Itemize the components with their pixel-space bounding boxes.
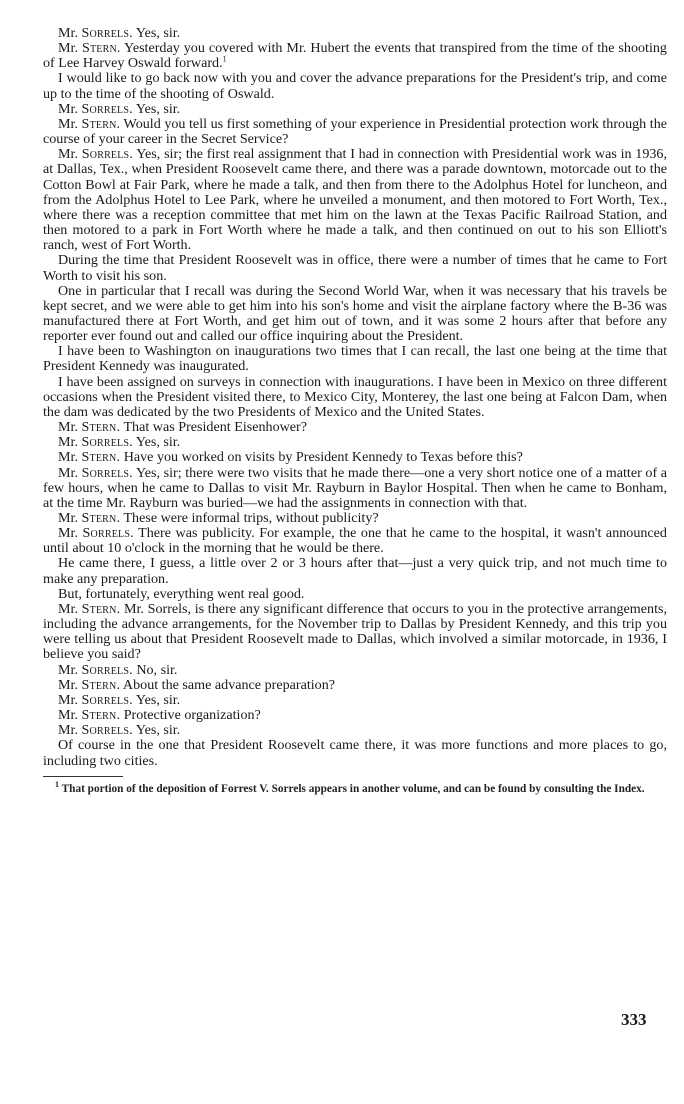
paragraph-text: One in particular that I recall was during the Second World War, when it was necessary that his travels be kept secret, and we were able to get him into his son's home and visit the airplane factory where the B-36 was manufactured there at Fort Worth, and get him out of town, and it was some 2 hours after that before any reporter ever found out and called our office inquiring about the President. [43,282,667,345]
paragraph-text: Mr. Sorrels, is there any significant difference that occurs to you in the protective arrangements, including the advance arrangements, for the November trip to Dallas by President Kennedy, and this trip you were telling us about that President Roosevelt made to Dallas, which involved a similar motorcade, in 1936, I believe you said? [43,600,667,663]
paragraph-text: Yesterday you covered with Mr. Hubert the events that transpired from the time of the shooting of Lee Harvey Oswald forward. [43,40,667,72]
speaker-label: Mr. [58,40,82,57]
speaker-label: Mr. [58,510,82,526]
speaker-name: Stern. [81,115,121,132]
transcript-paragraph [43,102,667,117]
paragraph-text: No, sir. [132,661,178,678]
paragraph-text: Yes, sir; there were two visits that he made there—one a very short notice one of a matter of a few hours, when he came to Dallas to visit Mr. Rayburn in Baylor Hospital. Then when he came to Bonham, at the time Mr. Rayburn was buried—we had the assignments in connection with that. [43,464,668,511]
speaker-name: Stern. [81,449,121,466]
speaker-name: Stern. [81,419,121,436]
speaker-name: Sorrels. [81,146,134,163]
transcript-paragraph [43,466,667,511]
transcript-paragraph [43,435,667,450]
transcript-paragraph [43,344,667,374]
paragraph-text: I have been to Washington on inaugurations two times that I can recall, the last one being at the time that President Kennedy was inaugurated. [43,343,667,375]
document-page [43,26,667,795]
transcript-paragraph [43,663,667,678]
speaker-name: Sorrels. [81,100,133,117]
speaker-name: Sorrels. [81,464,133,481]
footnote-reference: 1 [222,54,227,64]
transcript-paragraph [43,526,667,556]
paragraph-text: Would you tell us first something of your experience in Presidential protection work through the course of your career in the Secret Service? [43,115,667,148]
paragraph-text: Yes, sir. [132,722,181,739]
transcript-paragraph [43,147,667,253]
speaker-label: Mr. [58,115,82,132]
paragraph-text: That was President Eisenhower? [120,419,307,436]
paragraph-text: He came there, I guess, a little over 2 or 3 hours after that—just a very quick trip, and not much time to make any preparation. [43,555,667,587]
speaker-label: Mr. [58,600,82,617]
speaker-name: Stern. [81,40,121,57]
transcript-paragraph [43,420,667,435]
transcript-body [43,26,667,769]
transcript-paragraph [43,284,667,345]
speaker-label: Mr. [58,25,82,41]
speaker-name: Sorrels. [81,434,133,451]
transcript-paragraph [43,375,667,420]
paragraph-text: There was publicity. For example, the one that he came to the hospital, it wasn't announced until about 10 o'clock in the morning that he would be there. [43,525,667,557]
transcript-paragraph [43,253,667,283]
paragraph-text: Yes, sir. [132,434,181,451]
speaker-label: Mr. [58,661,82,678]
transcript-paragraph [43,450,667,465]
transcript-paragraph [43,511,667,526]
paragraph-text: Of course in the one that President Roosevelt came there, it was more functions and more places to go, including two cities. [43,737,667,769]
paragraph-text: I have been assigned on surveys in connection with inaugurations. I have been in Mexico on three different occasions when the President visited there, to Mexico City, Monterey, the last one being at Falcon Dam, when the dam was dedicated by the two Presidents of Mexico and the United States. [43,373,667,420]
speaker-label: Mr. [58,464,82,481]
speaker-label: Mr. [58,722,82,739]
speaker-label: Mr. [58,146,82,163]
speaker-label: Mr. [58,100,82,117]
transcript-paragraph [43,26,667,41]
paragraph-text: But, fortunately, everything went real good. [58,585,305,602]
transcript-paragraph [43,587,667,602]
paragraph-text: During the time that President Roosevelt was in office, there were a number of times that he came to Fort Worth to visit his son. [43,252,667,284]
paragraph-text: I would like to go back now with you and cover the advance preparations for the President's trip, and come up to the time of the shooting of Oswald. [43,70,667,102]
speaker-name: Sorrels. [81,661,133,678]
transcript-paragraph [43,693,667,708]
footnote-marker: 1 [55,779,59,789]
transcript-paragraph [43,556,667,586]
speaker-label: Mr. [58,676,82,693]
footnote-divider [43,776,123,777]
transcript-paragraph [43,41,667,71]
paragraph-text: Yes, sir. [132,100,181,117]
speaker-name: Stern. [81,676,121,693]
speaker-name: Sorrels. [81,691,133,708]
transcript-paragraph [43,678,667,693]
speaker-label: Mr. [58,434,82,451]
speaker-label: Mr. [58,419,82,436]
paragraph-text: These were informal trips, without publicity? [120,510,379,526]
speaker-label: Mr. [58,691,82,708]
speaker-name: Stern. [81,707,121,724]
page-number: 333 [621,1010,647,1029]
footnote [43,779,667,796]
speaker-name: Stern. [81,510,121,526]
transcript-paragraph [43,723,667,738]
paragraph-text: About the same advance preparation? [120,676,336,693]
paragraph-text: Protective organization? [120,707,261,724]
transcript-paragraph [43,71,667,101]
paragraph-text: Have you worked on visits by President Kennedy to Texas before this? [120,449,523,466]
speaker-label: Mr. [58,707,82,724]
paragraph-text: Yes, sir. [132,25,181,41]
speaker-label: Mr. [58,449,82,466]
footnote-text: That portion of the deposition of Forrest V. Sorrels appears in another volume, and can be found by consulting the Index. [61,782,645,795]
transcript-paragraph [43,117,667,147]
transcript-paragraph [43,602,667,663]
speaker-name: Sorrels. [82,525,134,542]
transcript-paragraph [43,708,667,723]
speaker-name: Stern. [81,600,121,617]
speaker-name: Sorrels. [81,722,133,739]
paragraph-text: Yes, sir. [132,691,181,708]
speaker-name: Sorrels. [81,25,133,41]
transcript-paragraph [43,738,667,768]
paragraph-text: Yes, sir; the first real assignment that I had in connection with Presidential work was in 1936, at Dallas, Tex., when President Roosevelt came there, and there was a parade downtown, motorcade out to the Cotton Bowl at Fair Park, where he made a talk, and then from there to the Adolphus Hotel for luncheon, and from the Adolphus Hotel to Lee Park, where he unveiled a monument, and then motored to Fort Worth, Tex., where there was a reception committee that met him on the lawn at the Texas Pacific Railroad Station, and then motored to a park in Fort Worth where he made a talk, and then continued on out to his son Elliott's ranch, west of Fort Worth. [43,146,667,254]
speaker-label: Mr. [58,525,83,542]
